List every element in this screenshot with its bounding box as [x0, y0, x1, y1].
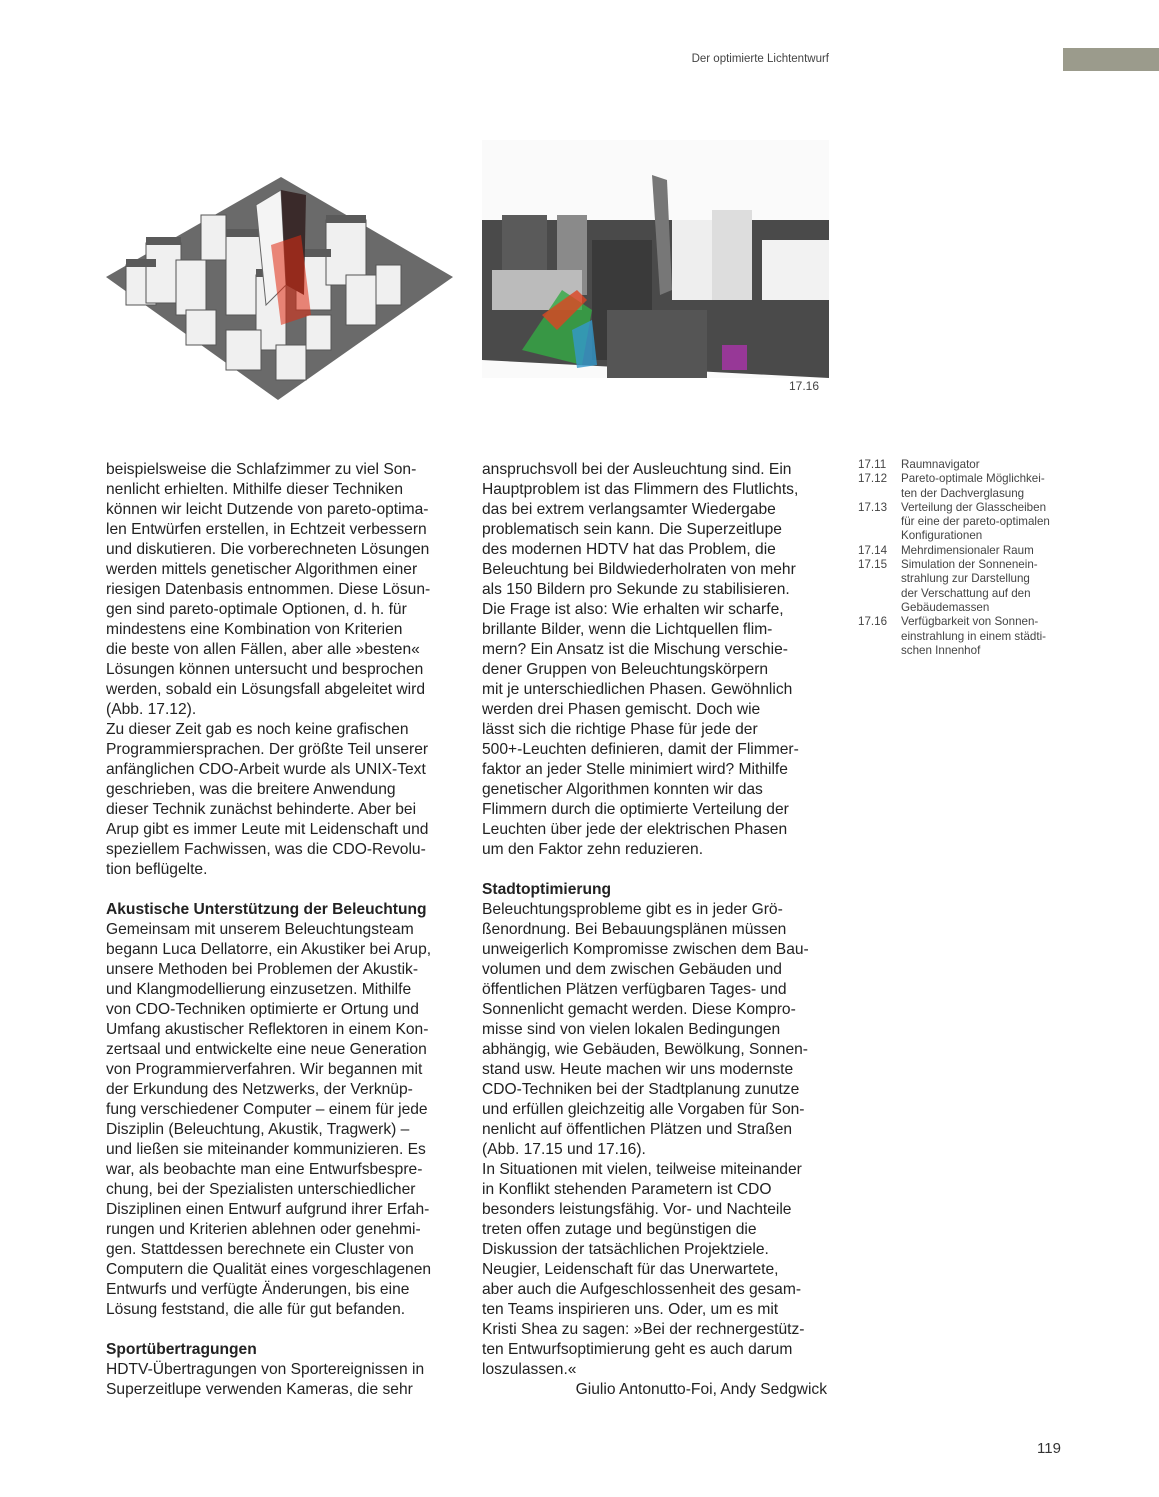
text-line: unweigerlich Kompromisse zwischen dem Bau- [482, 941, 809, 958]
text-line: rungen und Kriterien ablehnen oder genehmi- [106, 1221, 421, 1238]
caption-number: 17.13 [858, 500, 888, 514]
caption-number: 17.12 [858, 472, 888, 486]
text-line: anspruchsvoll bei der Ausleuchtung sind. Ein [482, 461, 792, 478]
caption-item [858, 458, 1050, 472]
text-line: Zu dieser Zeit gab es noch keine grafischen [106, 721, 409, 738]
text-line: und ließen sie miteinander kommunizieren. Es [106, 1141, 426, 1158]
caption-item [858, 615, 1050, 658]
text-column-left [106, 460, 451, 1400]
text-line: beispielsweise die Schlafzimmer zu viel Son- [106, 461, 417, 478]
text-line: stand usw. Heute machen wir uns modernste [482, 1061, 794, 1078]
text-line: mern? Ein Ansatz ist die Mischung verschie- [482, 641, 788, 658]
page-number: 119 [1037, 1440, 1061, 1457]
text-line: und diskutieren. Die vorberechneten Lösungen [106, 541, 430, 558]
caption-text: Simulation der Sonnenein- strahlung zur Darstellung der Verschattung auf den Gebäudemassen [901, 558, 1038, 614]
text-line: ten Teams inspirieren uns. Oder, um es mit [482, 1301, 779, 1318]
text-line: treten offen zutage und begünstigen die [482, 1221, 757, 1238]
text-line: unsere Methoden bei Problemen der Akustik- [106, 961, 419, 978]
text-line: dener Gruppen von Beleuchtungskörpern [482, 661, 769, 678]
text-line: riesigen Datenbasis entnommen. Diese Lösun- [106, 581, 431, 598]
text-line: len Entwürfen erstellen, in Echtzeit verbessern [106, 521, 427, 538]
text-line: des modernen HDTV hat das Problem, die [482, 541, 776, 558]
running-title: Der optimierte Lichtentwurf [691, 53, 829, 65]
text-line: Gemeinsam mit unserem Beleuchtungsteam [106, 921, 414, 938]
text-line: gen sind pareto-optimale Optionen, d. h. für [106, 601, 407, 618]
text-line: speziellem Fachwissen, was die CDO-Revolu- [106, 841, 426, 858]
section-heading: Sportübertragungen [106, 1341, 257, 1358]
text-line: Flimmern durch die optimierte Verteilung der [482, 801, 789, 818]
text-line: Computern die Qualität eines vorgeschlagenen [106, 1261, 432, 1278]
caption-number: 17.16 [858, 615, 888, 629]
text-line: mit je unterschiedlichen Phasen. Gewöhnlich [482, 681, 793, 698]
text-line: begann Luca Dellatorre, ein Akustiker bei Arup, [106, 941, 432, 958]
text-line: Entwurfs und verfügte Änderungen, bis eine [106, 1281, 410, 1298]
caption-item [858, 544, 1050, 558]
text-line: um den Faktor zehn reduzieren. [482, 841, 704, 858]
caption-number: 17.15 [858, 558, 888, 572]
text-line: besonders leistungsfähig. Vor- und Nachteile [482, 1201, 792, 1218]
text-line: problematisch sein kann. Die Superzeitlupe [482, 521, 782, 538]
caption-text: Raumnavigator [901, 458, 980, 471]
text-line: faktor an jeder Stelle minimiert wird? Mithilfe [482, 761, 788, 778]
figure-courtyard-sunlight [482, 140, 829, 378]
text-line: aber auch die Aufgeschlossenheit des gesam- [482, 1281, 802, 1298]
text-line: anfänglichen CDO-Arbeit wurde als UNIX-Text [106, 761, 426, 778]
text-line: ten Entwurfsoptimierung geht es auch darum [482, 1341, 793, 1358]
text-line: chung, bei der Spezialisten unterschiedlicher [106, 1181, 416, 1198]
text-line: Sonnenlicht gemacht werden. Diese Kompro- [482, 1001, 796, 1018]
text-line: 500+-Leuchten definieren, damit der Flimmer- [482, 741, 799, 758]
text-line: tion beflügelte. [106, 861, 208, 878]
text-line: der Erkundung des Netzwerks, der Verknüp- [106, 1081, 413, 1098]
text-line: loszulassen.« [482, 1361, 577, 1378]
caption-text: Pareto-optimale Möglichkei- ten der Dachverglasung [901, 472, 1045, 500]
text-line: Hauptproblem ist das Flimmern des Flutlichts, [482, 481, 799, 498]
text-line: werden drei Phasen gemischt. Doch wie [482, 701, 761, 718]
author-credit: Giulio Antonutto-Foi, Andy Sedgwick [575, 1381, 827, 1398]
text-line [106, 880, 451, 900]
text-line: Lösungen können untersucht und besprochen [106, 661, 424, 678]
chapter-tab-marker [1063, 48, 1159, 71]
text-line: zertsaal und entwickelte eine neue Generation [106, 1041, 427, 1058]
text-line: (Abb. 17.12). [106, 701, 197, 718]
text-line: geschrieben, was die breitere Anwendung [106, 781, 396, 798]
text-line: CDO-Techniken bei der Stadtplanung zunutze [482, 1081, 800, 1098]
text-line: volumen und dem zwischen Gebäuden und [482, 961, 782, 978]
text-line: das bei extrem verlangsamter Wiedergabe [482, 501, 776, 518]
text-line: abhängig, wie Gebäuden, Bewölkung, Sonnen- [482, 1041, 808, 1058]
text-line: werden mittels genetischer Algorithmen einer [106, 561, 418, 578]
text-line [482, 860, 827, 880]
text-line: die beste von allen Fällen, aber alle »besten« [106, 641, 420, 658]
text-line: Superzeitlupe verwenden Kameras, die sehr [106, 1381, 413, 1398]
text-line: genetischer Algorithmen konnten wir das [482, 781, 763, 798]
text-line: und erfüllen gleichzeitig alle Vorgaben für Son- [482, 1101, 805, 1118]
text-line: öffentlichen Plätzen verfügbaren Tages- und [482, 981, 787, 998]
text-line: Beleuchtung bei Bildwiederholraten von mehr [482, 561, 796, 578]
text-line: nenlicht erhielten. Mithilfe dieser Techniken [106, 481, 404, 498]
text-line: Neugier, Leidenschaft für das Unerwartete, [482, 1261, 779, 1278]
text-line: Beleuchtungsprobleme gibt es in jeder Grö- [482, 901, 783, 918]
caption-item [858, 501, 1050, 544]
text-line: gen. Stattdessen berechnete ein Cluster von [106, 1241, 414, 1258]
text-line [106, 1320, 451, 1340]
text-line: von Programmierverfahren. Wir begannen mit [106, 1061, 423, 1078]
text-line: ßenordnung. Bei Bebauungsplänen müssen [482, 921, 787, 938]
text-line: lässt sich die richtige Phase für jede der [482, 721, 758, 738]
text-line: Die Frage ist also: Wie erhalten wir scharfe, [482, 601, 784, 618]
caption-number: 17.11 [858, 458, 887, 471]
text-line: Kristi Shea zu sagen: »Bei der rechnergestütz- [482, 1321, 805, 1338]
text-line: in Konflikt stehenden Parametern ist CDO [482, 1181, 772, 1198]
figure-number: 17.16 [789, 379, 820, 393]
text-line: brillante Bilder, wenn die Lichtquellen flim- [482, 621, 773, 638]
text-line: In Situationen mit vielen, teilweise miteinander [482, 1161, 802, 1178]
caption-item [858, 558, 1050, 615]
text-line: von CDO-Techniken optimierte er Ortung und [106, 1001, 419, 1018]
text-line: Leuchten über jede der elektrischen Phasen [482, 821, 788, 838]
text-line: misse sind von vielen lokalen Bedingungen [482, 1021, 781, 1038]
caption-number: 17.14 [858, 543, 888, 557]
text-line: fung verschiedener Computer – einem für jede [106, 1101, 428, 1118]
figure-captions [858, 458, 1050, 658]
caption-item [858, 472, 1050, 501]
caption-text: Verteilung der Glasscheiben für eine der pareto-optimalen Konfigurationen [901, 500, 1050, 543]
text-line: können wir leicht Dutzende von pareto-optima- [106, 501, 429, 518]
text-line: (Abb. 17.15 und 17.16). [482, 1141, 646, 1158]
text-line: als 150 Bildern pro Sekunde zu stabilisieren. [482, 581, 790, 598]
text-line: Disziplin (Beleuchtung, Akustik, Tragwerk) – [106, 1121, 410, 1138]
text-line: war, als beobachte man eine Entwurfsbespre- [106, 1161, 423, 1178]
section-heading: Stadtoptimierung [482, 881, 612, 898]
text-line: Programmiersprachen. Der größte Teil unserer [106, 741, 429, 758]
text-line: Lösung feststand, die alle für gut befanden. [106, 1301, 406, 1318]
text-column-right [482, 460, 827, 1400]
text-line: dieser Technik zunächst behinderte. Aber bei [106, 801, 417, 818]
text-line: HDTV-Übertragungen von Sportereignissen in [106, 1361, 425, 1378]
text-line: Disziplinen einen Entwurf aufgrund ihrer Erfah- [106, 1201, 430, 1218]
caption-text: Verfügbarkeit von Sonnen- einstrahlung in einem städti- schen Innenhof [901, 615, 1047, 657]
caption-text: Mehrdimensionaler Raum [901, 543, 1034, 557]
section-heading: Akustische Unterstützung der Beleuchtung [106, 901, 427, 918]
text-line: Umfang akustischer Reflektoren in einem Kon- [106, 1021, 429, 1038]
text-line: Arup gibt es immer Leute mit Leidenschaft und [106, 821, 429, 838]
figure-city-sunlight-simulation [106, 165, 453, 400]
text-line: werden, sobald ein Lösungsfall abgeleitet wird [106, 681, 426, 698]
text-line: mindestens eine Kombination von Kriterien [106, 621, 403, 638]
text-line: Diskussion der tatsächlichen Projektziele. [482, 1241, 769, 1258]
text-line: und Klangmodellierung einzusetzen. Mithilfe [106, 981, 412, 998]
text-line: nenlicht auf öffentlichen Plätzen und Straßen [482, 1121, 793, 1138]
